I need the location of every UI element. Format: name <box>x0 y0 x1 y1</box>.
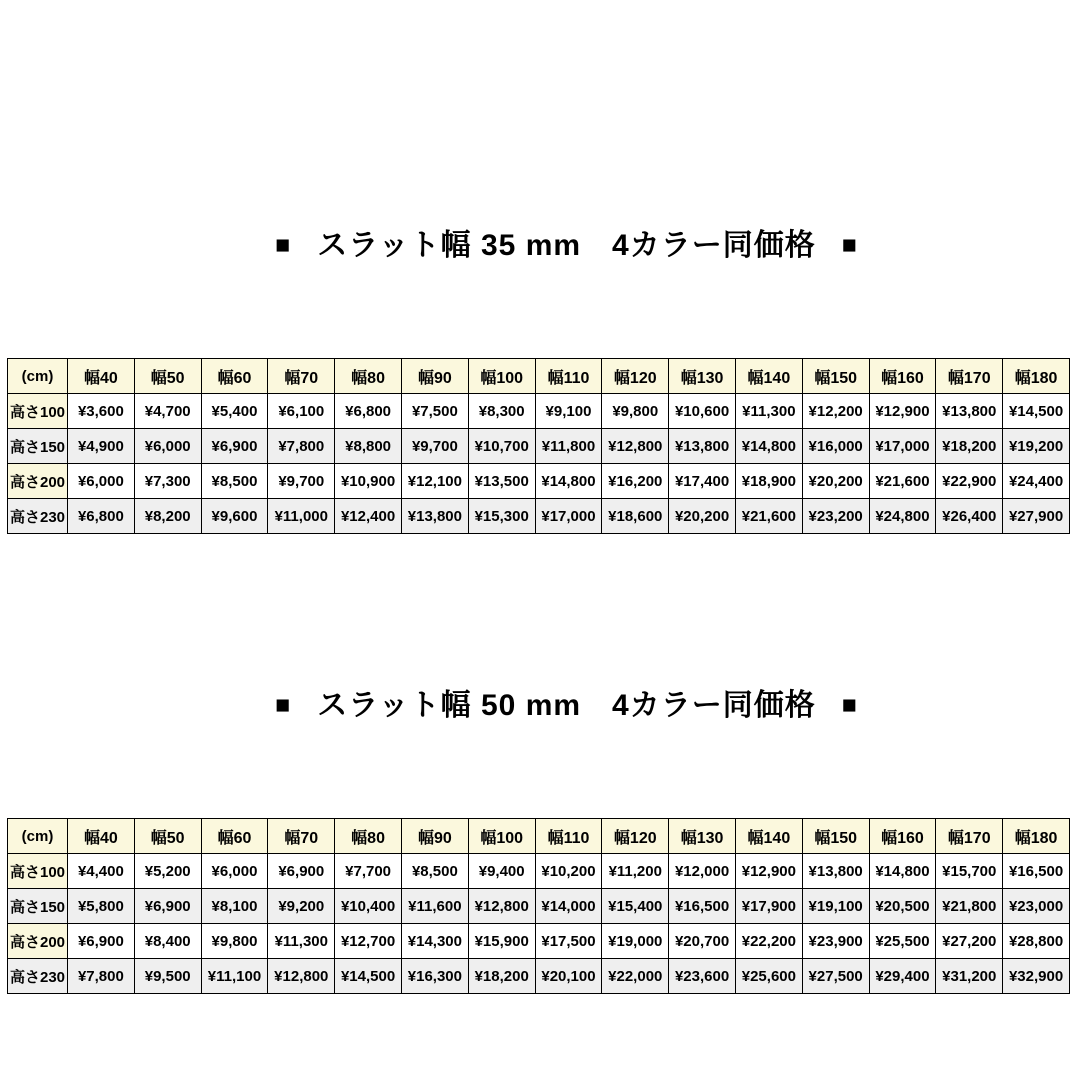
price-cell: ¥27,500 <box>802 959 869 994</box>
price-cell: ¥23,900 <box>802 924 869 959</box>
price-cell: ¥19,100 <box>802 889 869 924</box>
col-header: 幅150 <box>802 819 869 854</box>
price-cell: ¥14,800 <box>535 464 602 499</box>
price-cell: ¥11,100 <box>201 959 268 994</box>
price-cell: ¥6,000 <box>68 464 135 499</box>
row-header: 高さ200 <box>8 924 68 959</box>
price-cell: ¥8,300 <box>468 394 535 429</box>
table-row <box>8 429 1070 464</box>
price-cell: ¥15,900 <box>468 924 535 959</box>
price-cell: ¥9,600 <box>201 499 268 534</box>
col-header: 幅60 <box>201 359 268 394</box>
col-header: 幅130 <box>669 819 736 854</box>
price-cell: ¥9,700 <box>268 464 335 499</box>
price-cell: ¥32,900 <box>1003 959 1070 994</box>
price-cell: ¥14,800 <box>869 854 936 889</box>
price-cell: ¥3,600 <box>68 394 135 429</box>
price-cell: ¥19,200 <box>1003 429 1070 464</box>
table-row <box>8 394 1070 429</box>
price-cell: ¥10,200 <box>535 854 602 889</box>
price-cell: ¥18,200 <box>468 959 535 994</box>
price-cell: ¥18,600 <box>602 499 669 534</box>
price-cell: ¥11,000 <box>268 499 335 534</box>
col-header: 幅120 <box>602 359 669 394</box>
price-cell: ¥10,600 <box>669 394 736 429</box>
price-cell: ¥29,400 <box>869 959 936 994</box>
title-table-spacer <box>0 298 1077 358</box>
price-cell: ¥15,700 <box>936 854 1003 889</box>
price-cell: ¥13,500 <box>468 464 535 499</box>
price-cell: ¥12,200 <box>802 394 869 429</box>
table-row <box>8 499 1070 534</box>
col-header: 幅40 <box>68 359 135 394</box>
col-header: 幅170 <box>936 819 1003 854</box>
price-cell: ¥8,200 <box>134 499 201 534</box>
col-header: 幅70 <box>268 819 335 854</box>
price-cell: ¥23,000 <box>1003 889 1070 924</box>
price-cell: ¥26,400 <box>936 499 1003 534</box>
price-cell: ¥24,400 <box>1003 464 1070 499</box>
price-cell: ¥20,200 <box>802 464 869 499</box>
price-cell: ¥14,500 <box>1003 394 1070 429</box>
price-cell: ¥6,100 <box>268 394 335 429</box>
table-row <box>8 959 1070 994</box>
col-header: 幅180 <box>1003 819 1070 854</box>
price-cell: ¥12,900 <box>735 854 802 889</box>
price-cell: ¥25,500 <box>869 924 936 959</box>
price-cell: ¥9,800 <box>602 394 669 429</box>
price-cell: ¥20,700 <box>669 924 736 959</box>
price-cell: ¥6,000 <box>201 854 268 889</box>
price-cell: ¥4,900 <box>68 429 135 464</box>
price-cell: ¥13,800 <box>936 394 1003 429</box>
price-cell: ¥11,800 <box>535 429 602 464</box>
price-cell: ¥9,500 <box>134 959 201 994</box>
col-header: 幅110 <box>535 359 602 394</box>
section-slat-35mm <box>0 186 1077 534</box>
price-cell: ¥11,600 <box>401 889 468 924</box>
section-title-text: スラット幅 35 mm 4カラー同価格 <box>317 229 816 262</box>
square-marker-right-icon: ■ <box>841 691 858 719</box>
table-header-row-50mm <box>8 819 1070 854</box>
price-cell: ¥10,900 <box>335 464 402 499</box>
price-cell: ¥18,200 <box>936 429 1003 464</box>
price-cell: ¥18,900 <box>735 464 802 499</box>
col-header: 幅90 <box>401 819 468 854</box>
col-header: 幅110 <box>535 819 602 854</box>
title-table-spacer <box>0 758 1077 818</box>
price-cell: ¥11,300 <box>268 924 335 959</box>
price-cell: ¥6,900 <box>201 429 268 464</box>
price-cell: ¥27,900 <box>1003 499 1070 534</box>
row-header: 高さ150 <box>8 889 68 924</box>
section-slat-50mm <box>0 646 1077 994</box>
price-cell: ¥14,800 <box>735 429 802 464</box>
col-header: 幅120 <box>602 819 669 854</box>
price-cell: ¥20,200 <box>669 499 736 534</box>
price-cell: ¥21,600 <box>735 499 802 534</box>
price-cell: ¥27,200 <box>936 924 1003 959</box>
price-cell: ¥9,800 <box>201 924 268 959</box>
price-cell: ¥25,600 <box>735 959 802 994</box>
price-cell: ¥9,700 <box>401 429 468 464</box>
price-cell: ¥12,100 <box>401 464 468 499</box>
table-corner-label: (cm) <box>8 819 68 854</box>
price-cell: ¥14,500 <box>335 959 402 994</box>
price-cell: ¥11,200 <box>602 854 669 889</box>
price-cell: ¥6,000 <box>134 429 201 464</box>
price-table-35mm <box>7 358 1070 534</box>
price-cell: ¥10,400 <box>335 889 402 924</box>
col-header: 幅100 <box>468 359 535 394</box>
price-cell: ¥17,000 <box>535 499 602 534</box>
square-marker-left-icon: ■ <box>275 691 292 719</box>
price-cell: ¥7,800 <box>268 429 335 464</box>
row-header: 高さ100 <box>8 854 68 889</box>
price-cell: ¥9,100 <box>535 394 602 429</box>
col-header: 幅170 <box>936 359 1003 394</box>
col-header: 幅50 <box>134 359 201 394</box>
price-cell: ¥24,800 <box>869 499 936 534</box>
col-header: 幅150 <box>802 359 869 394</box>
price-cell: ¥7,700 <box>335 854 402 889</box>
price-cell: ¥16,000 <box>802 429 869 464</box>
price-cell: ¥14,300 <box>401 924 468 959</box>
price-cell: ¥7,800 <box>68 959 135 994</box>
col-header: 幅70 <box>268 359 335 394</box>
price-cell: ¥5,400 <box>201 394 268 429</box>
col-header: 幅50 <box>134 819 201 854</box>
col-header: 幅80 <box>335 359 402 394</box>
row-header: 高さ230 <box>8 499 68 534</box>
table-header-row-35mm <box>8 359 1070 394</box>
price-cell: ¥23,200 <box>802 499 869 534</box>
price-cell: ¥9,400 <box>468 854 535 889</box>
price-cell: ¥4,700 <box>134 394 201 429</box>
price-cell: ¥13,800 <box>401 499 468 534</box>
price-cell: ¥8,400 <box>134 924 201 959</box>
price-cell: ¥6,800 <box>68 499 135 534</box>
table-row <box>8 889 1070 924</box>
price-cell: ¥12,700 <box>335 924 402 959</box>
row-header: 高さ230 <box>8 959 68 994</box>
col-header: 幅80 <box>335 819 402 854</box>
price-cell: ¥12,400 <box>335 499 402 534</box>
price-cell: ¥20,100 <box>535 959 602 994</box>
price-cell: ¥11,300 <box>735 394 802 429</box>
price-cell: ¥19,000 <box>602 924 669 959</box>
row-header: 高さ200 <box>8 464 68 499</box>
price-cell: ¥16,500 <box>669 889 736 924</box>
price-cell: ¥17,000 <box>869 429 936 464</box>
price-cell: ¥12,900 <box>869 394 936 429</box>
col-header: 幅180 <box>1003 359 1070 394</box>
price-cell: ¥12,800 <box>268 959 335 994</box>
price-cell: ¥17,500 <box>535 924 602 959</box>
price-cell: ¥12,800 <box>602 429 669 464</box>
price-cell: ¥6,800 <box>335 394 402 429</box>
price-cell: ¥8,800 <box>335 429 402 464</box>
col-header: 幅140 <box>735 819 802 854</box>
price-cell: ¥20,500 <box>869 889 936 924</box>
section-title-text: スラット幅 50 mm 4カラー同価格 <box>317 689 816 722</box>
price-cell: ¥15,300 <box>468 499 535 534</box>
price-cell: ¥16,200 <box>602 464 669 499</box>
table-row <box>8 464 1070 499</box>
price-cell: ¥21,600 <box>869 464 936 499</box>
price-cell: ¥31,200 <box>936 959 1003 994</box>
price-cell: ¥15,400 <box>602 889 669 924</box>
section-title-50mm <box>0 646 1077 758</box>
price-cell: ¥22,900 <box>936 464 1003 499</box>
top-spacer <box>0 0 1077 186</box>
square-marker-left-icon: ■ <box>275 231 292 259</box>
price-cell: ¥22,200 <box>735 924 802 959</box>
col-header: 幅90 <box>401 359 468 394</box>
price-cell: ¥7,500 <box>401 394 468 429</box>
price-cell: ¥6,900 <box>268 854 335 889</box>
row-header: 高さ100 <box>8 394 68 429</box>
price-cell: ¥10,700 <box>468 429 535 464</box>
price-table-50mm <box>7 818 1070 994</box>
price-cell: ¥23,600 <box>669 959 736 994</box>
price-cell: ¥8,500 <box>201 464 268 499</box>
price-cell: ¥8,500 <box>401 854 468 889</box>
price-cell: ¥7,300 <box>134 464 201 499</box>
col-header: 幅40 <box>68 819 135 854</box>
col-header: 幅140 <box>735 359 802 394</box>
row-header: 高さ150 <box>8 429 68 464</box>
price-cell: ¥6,900 <box>68 924 135 959</box>
price-cell: ¥21,800 <box>936 889 1003 924</box>
price-cell: ¥17,400 <box>669 464 736 499</box>
col-header: 幅60 <box>201 819 268 854</box>
col-header: 幅100 <box>468 819 535 854</box>
price-cell: ¥28,800 <box>1003 924 1070 959</box>
price-cell: ¥16,500 <box>1003 854 1070 889</box>
col-header: 幅160 <box>869 359 936 394</box>
table-corner-label: (cm) <box>8 359 68 394</box>
price-cell: ¥12,000 <box>669 854 736 889</box>
price-cell: ¥4,400 <box>68 854 135 889</box>
price-cell: ¥12,800 <box>468 889 535 924</box>
col-header: 幅160 <box>869 819 936 854</box>
table-row <box>8 924 1070 959</box>
price-cell: ¥5,800 <box>68 889 135 924</box>
price-cell: ¥6,900 <box>134 889 201 924</box>
table-row <box>8 854 1070 889</box>
price-cell: ¥17,900 <box>735 889 802 924</box>
price-cell: ¥13,800 <box>802 854 869 889</box>
col-header: 幅130 <box>669 359 736 394</box>
section-spacer <box>0 534 1077 646</box>
price-cell: ¥5,200 <box>134 854 201 889</box>
price-cell: ¥9,200 <box>268 889 335 924</box>
price-cell: ¥22,000 <box>602 959 669 994</box>
price-cell: ¥13,800 <box>669 429 736 464</box>
section-title-35mm <box>0 186 1077 298</box>
price-cell: ¥16,300 <box>401 959 468 994</box>
price-cell: ¥14,000 <box>535 889 602 924</box>
price-cell: ¥8,100 <box>201 889 268 924</box>
square-marker-right-icon: ■ <box>841 231 858 259</box>
